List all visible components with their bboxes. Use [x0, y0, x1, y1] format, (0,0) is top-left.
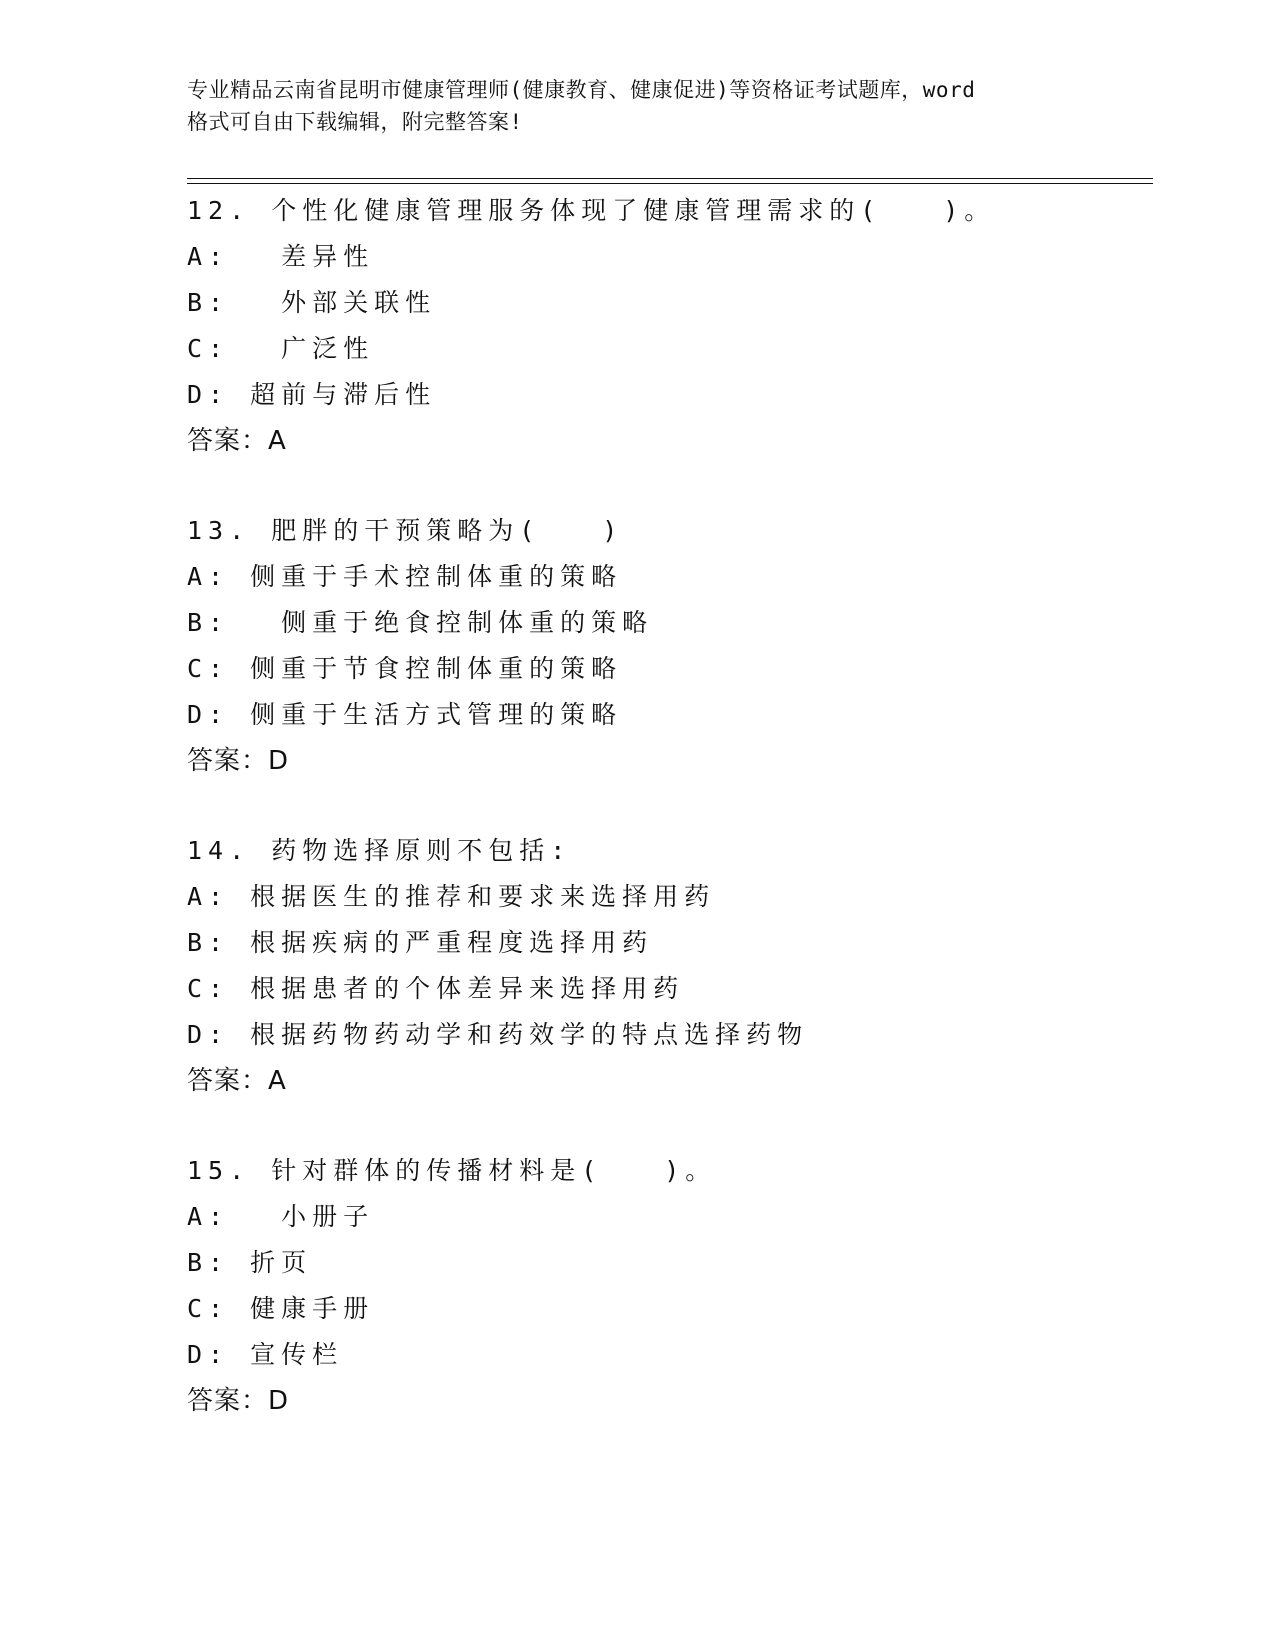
- question-stem: 13. 肥胖的干预策略为( ): [187, 516, 624, 545]
- question-14: [187, 828, 1147, 1104]
- option-c: C: 侧重于节食控制体重的策略: [187, 654, 623, 683]
- option-c: C: 广泛性: [187, 334, 375, 363]
- answer-line: 答案：A: [187, 426, 287, 456]
- option-d: D: 侧重于生活方式管理的策略: [187, 700, 623, 729]
- question-13: [187, 508, 1147, 784]
- option-b: B: 外部关联性: [187, 288, 437, 317]
- option-a: A: 根据医生的推荐和要求来选择用药: [187, 882, 716, 911]
- question-12: [187, 188, 1147, 464]
- answer-line: 答案：A: [187, 1066, 287, 1096]
- question-15: [187, 1148, 1147, 1424]
- document-header: [187, 74, 1087, 138]
- option-d: D: 根据药物药动学和药效学的特点选择药物: [187, 1020, 809, 1049]
- header-divider-bottom: [187, 183, 1153, 184]
- header-line-1: 专业精品云南省昆明市健康管理师(健康教育、健康促进)等资格证考试题库，word: [187, 78, 976, 102]
- option-d: D: 超前与滞后性: [187, 380, 437, 409]
- answer-line: 答案：D: [187, 746, 290, 776]
- header-line-2: 格式可自由下载编辑，附完整答案!: [187, 110, 523, 134]
- option-b: B: 根据疾病的严重程度选择用药: [187, 928, 654, 957]
- option-c: C: 根据患者的个体差异来选择用药: [187, 974, 685, 1003]
- header-divider-top: [187, 178, 1153, 179]
- option-d: D: 宣传栏: [187, 1340, 344, 1369]
- question-stem: 12. 个性化健康管理服务体现了健康管理需求的( )。: [187, 196, 996, 225]
- option-a: A: 差异性: [187, 242, 375, 271]
- question-stem: 15. 针对群体的传播材料是( )。: [187, 1156, 717, 1185]
- answer-line: 答案：D: [187, 1386, 290, 1416]
- question-stem: 14. 药物选择原则不包括:: [187, 836, 572, 865]
- option-b: B: 侧重于绝食控制体重的策略: [187, 608, 654, 637]
- option-b: B: 折页: [187, 1248, 313, 1277]
- option-a: A: 侧重于手术控制体重的策略: [187, 562, 623, 591]
- option-a: A: 小册子: [187, 1202, 375, 1231]
- option-c: C: 健康手册: [187, 1294, 375, 1323]
